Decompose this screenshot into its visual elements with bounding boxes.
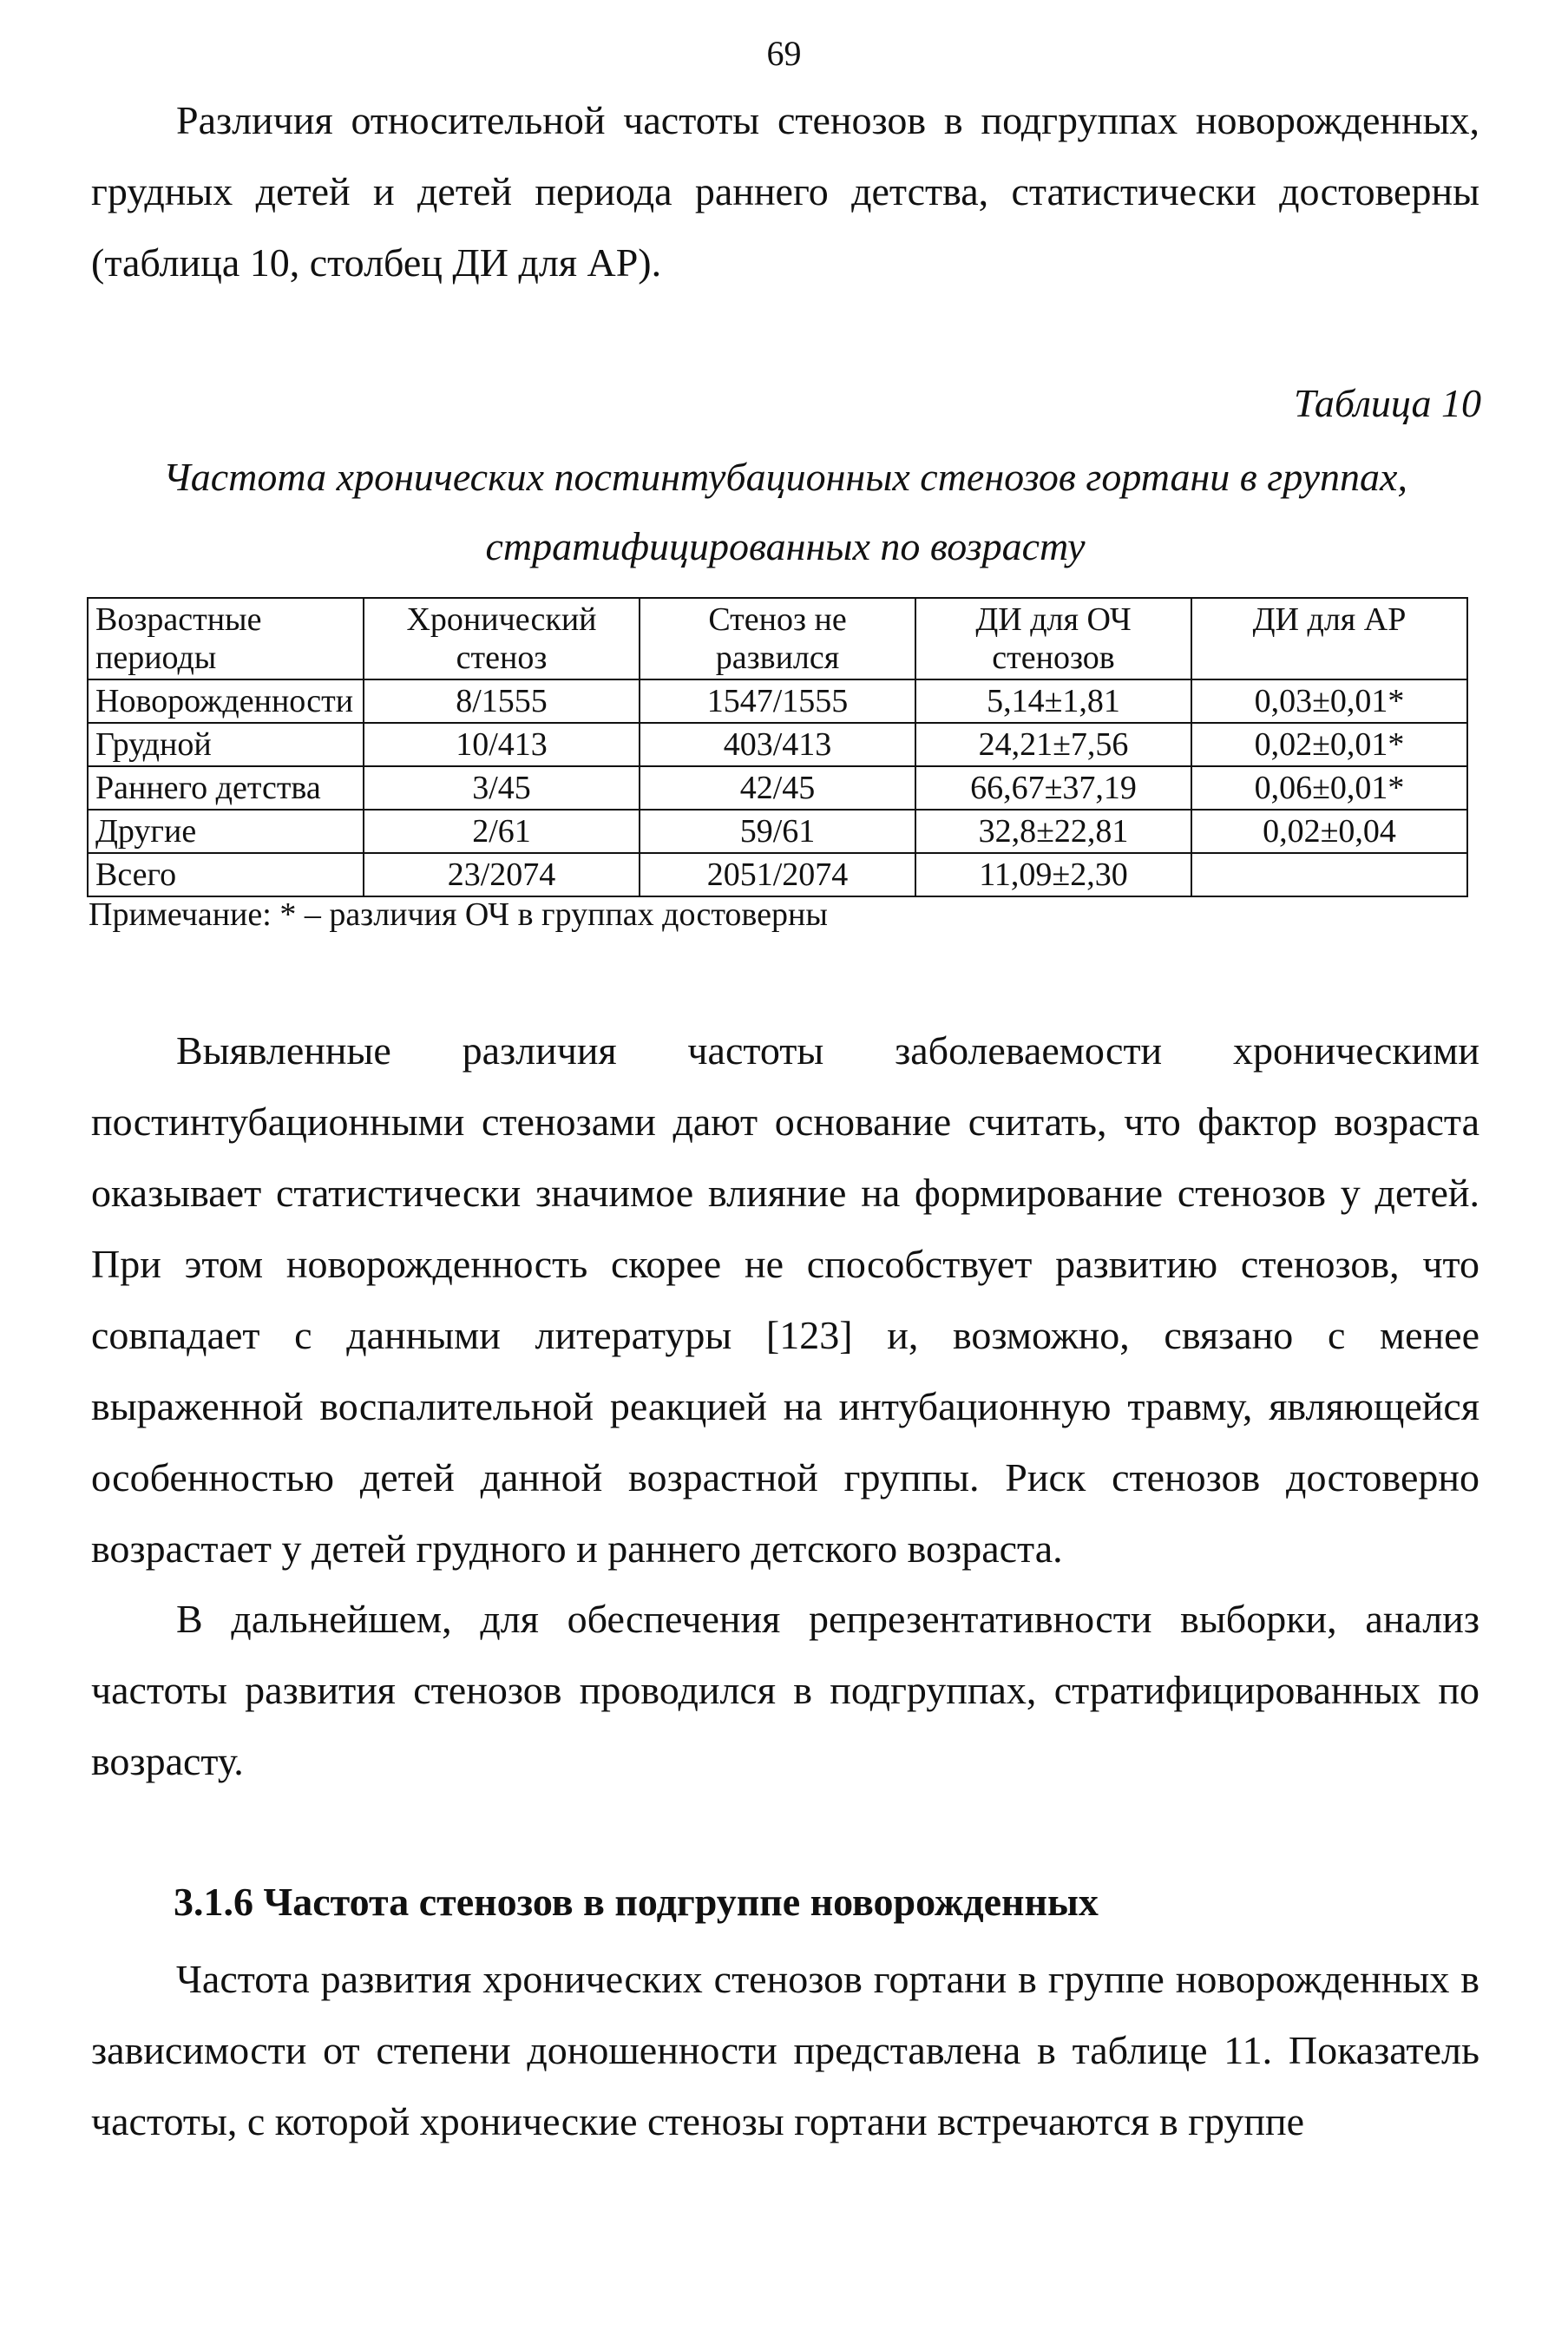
cell-period: Грудной xyxy=(88,723,364,766)
cell-chronic: 10/413 xyxy=(364,723,640,766)
cell-ci-ar: 0,02±0,04 xyxy=(1191,810,1467,853)
header-age-periods: Возрастные периоды xyxy=(88,598,364,679)
table-row xyxy=(88,766,1467,810)
table-header-row xyxy=(88,598,1467,679)
cell-ci-ar: 0,06±0,01* xyxy=(1191,766,1467,810)
header-ci-rf: ДИ для ОЧ стенозов xyxy=(915,598,1191,679)
paragraph-findings: Выявленные различия частоты заболеваемости хроническими постинтубационными стенозами дают основание считать, что фактор возраста оказывает статистически значимое влияние на формирование стенозов у детей. При этом новорожденность скорее не способствует развитию стенозов, что совпадает с данными литературы [123] и, возможно, связано с менее выраженной воспалительной реакцией на интубационную травму, являющейся особенностью детей данной возрастной группы. Риск стенозов достоверно возрастает у детей грудного и раннего детского возраста. xyxy=(91,1028,1479,1571)
cell-ci-rf: 66,67±37,19 xyxy=(915,766,1191,810)
cell-period: Всего xyxy=(88,853,364,896)
header-no-stenosis: Стеноз не развился xyxy=(640,598,915,679)
cell-no-stenosis: 1547/1555 xyxy=(640,679,915,723)
cell-chronic: 23/2074 xyxy=(364,853,640,896)
cell-ci-ar: 0,02±0,01* xyxy=(1191,723,1467,766)
table-note: Примечание: * – различия ОЧ в группах достоверны xyxy=(89,896,828,933)
cell-period: Новорожденности xyxy=(88,679,364,723)
cell-ci-rf: 5,14±1,81 xyxy=(915,679,1191,723)
cell-no-stenosis: 2051/2074 xyxy=(640,853,915,896)
cell-period: Раннего детства xyxy=(88,766,364,810)
cell-ci-rf: 24,21±7,56 xyxy=(915,723,1191,766)
cell-no-stenosis: 42/45 xyxy=(640,766,915,810)
table-row xyxy=(88,853,1467,896)
section-heading: 3.1.6 Частота стенозов в подгруппе новорожденных xyxy=(174,1880,1099,1924)
cell-ci-rf: 11,09±2,30 xyxy=(915,853,1191,896)
cell-ci-ar: 0,03±0,01* xyxy=(1191,679,1467,723)
table-row xyxy=(88,723,1467,766)
table-label: Таблица 10 xyxy=(1293,381,1481,425)
table-row xyxy=(88,679,1467,723)
table-title: Частота хронических постинтубационных стенозов гортани в группах, стратифицированных по возрасту xyxy=(163,455,1407,568)
cell-no-stenosis: 403/413 xyxy=(640,723,915,766)
paragraph-newborns: Частота развития хронических стенозов гортани в группе новорожденных в зависимости от степени доношенности представлена в таблице 11. Показатель частоты, с которой хронические стенозы гортани встречаются в группе xyxy=(91,1957,1479,2143)
cell-chronic: 8/1555 xyxy=(364,679,640,723)
cell-no-stenosis: 59/61 xyxy=(640,810,915,853)
page-number: 69 xyxy=(766,34,802,73)
cell-chronic: 3/45 xyxy=(364,766,640,810)
table-row xyxy=(88,810,1467,853)
header-chronic-stenosis: Хронический стеноз xyxy=(364,598,640,679)
paragraph-intro: Различия относительной частоты стенозов в подгруппах новорожденных, грудных детей и детей периода раннего детства, статистически достоверны (таблица 10, столбец ДИ для АР). xyxy=(91,98,1479,285)
paragraph-further-analysis: В дальнейшем, для обеспечения репрезентативности выборки, анализ частоты развития стенозов проводился в подгруппах, стратифицированных по возрасту. xyxy=(91,1597,1479,1783)
header-ci-ar: ДИ для АР xyxy=(1191,598,1467,679)
age-stenosis-table xyxy=(87,597,1468,897)
cell-chronic: 2/61 xyxy=(364,810,640,853)
cell-period: Другие xyxy=(88,810,364,853)
cell-ci-ar xyxy=(1191,853,1467,896)
cell-ci-rf: 32,8±22,81 xyxy=(915,810,1191,853)
